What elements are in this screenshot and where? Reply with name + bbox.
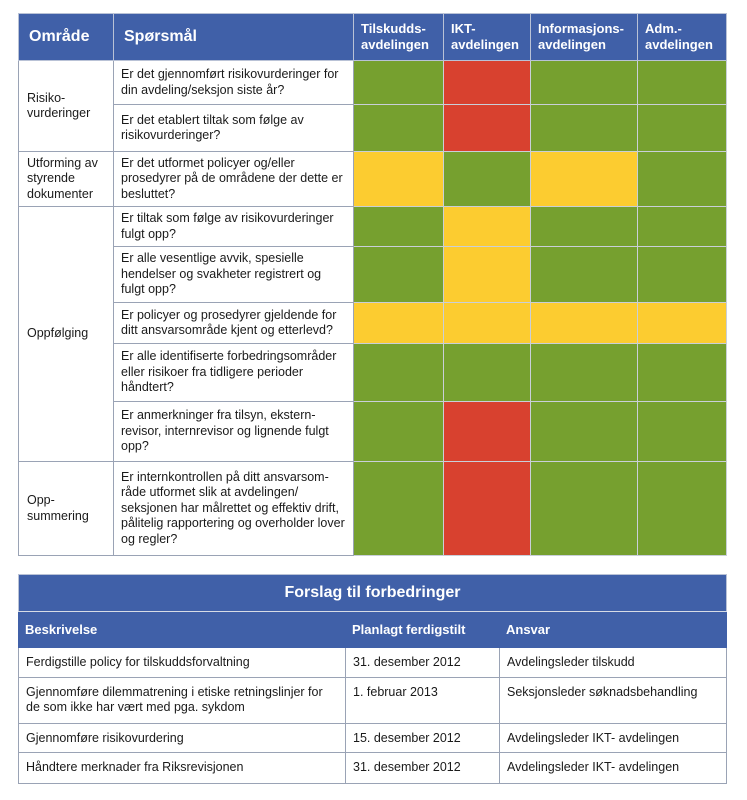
improvement-row — [19, 753, 727, 784]
status-cell-green — [531, 207, 638, 247]
status-cell-yellow — [444, 247, 531, 303]
status-cell-green — [638, 207, 727, 247]
improvement-planned-cell: 31. desember 2012 — [346, 753, 500, 784]
matrix-row — [19, 462, 727, 556]
header-dept-line: avdelingen — [451, 37, 519, 52]
matrix-row — [19, 247, 727, 303]
improvement-planned-cell: 31. desember 2012 — [346, 648, 500, 678]
status-cell-green — [531, 462, 638, 556]
status-cell-yellow — [444, 207, 531, 247]
status-cell-yellow — [444, 303, 531, 344]
area-cell: Utforming av styrende dokumenter — [19, 152, 114, 207]
improvements-header-row — [19, 612, 727, 648]
improvement-row — [19, 677, 727, 723]
question-cell: Er alle identifiserte forbedringsområder eller risikoer fra tidligere perioder håndtert? — [114, 344, 354, 402]
status-cell-green — [444, 344, 531, 402]
matrix-row — [19, 105, 727, 152]
status-cell-yellow — [531, 303, 638, 344]
status-cell-green — [638, 344, 727, 402]
improvement-description-cell: Gjennomføre risikovurdering — [19, 723, 346, 753]
header-dept-line: Adm.- — [645, 21, 682, 36]
improvement-responsible-cell: Avdelingsleder tilskudd — [500, 648, 727, 678]
question-cell: Er det etablert tiltak som følge av risikovurderinger? — [114, 105, 354, 152]
improvement-description-cell: Ferdigstille policy for tilskuddsforvaltning — [19, 648, 346, 678]
header-dept-line: Tilskudds- — [361, 21, 426, 36]
improvement-responsible-cell: Seksjonsleder søknadsbehandling — [500, 677, 727, 723]
status-cell-red — [444, 402, 531, 462]
header-dept-line: avdelingen — [645, 37, 713, 52]
header-question: Spørsmål — [114, 14, 354, 61]
question-cell: Er policyer og prosedyrer gjeldende for ditt ansvarsområde kjent og etterlevd? — [114, 303, 354, 344]
improvement-planned-cell: 15. desember 2012 — [346, 723, 500, 753]
question-cell: Er tiltak som følge av risikovurderinger fulgt opp? — [114, 207, 354, 247]
question-cell: Er det gjennomført risikovurderinger for din avdeling/seksjon siste år? — [114, 61, 354, 105]
header-dept-line: avdelingen — [361, 37, 429, 52]
question-cell: Er det utformet policyer og/eller prosedyrer på de områdene der dette er besluttet? — [114, 152, 354, 207]
area-cell: Risiko-vurderinger — [19, 61, 114, 152]
improvements-table — [18, 574, 727, 784]
header-dept-line: IKT- — [451, 21, 476, 36]
status-cell-green — [531, 61, 638, 105]
risk-matrix-table — [18, 13, 727, 556]
area-cell: Opp-summering — [19, 462, 114, 556]
improvement-responsible-cell: Avdelingsleder IKT- avdelingen — [500, 723, 727, 753]
header-dept-informasjon — [531, 14, 638, 61]
status-cell-green — [638, 105, 727, 152]
question-cell: Er internkontrollen på ditt ansvarsom-råde utformet slik at avdelingen/ seksjonen har målrettet og effektiv drift, pålitelig rapportering og overholder lover og regler? — [114, 462, 354, 556]
status-cell-green — [531, 344, 638, 402]
status-cell-red — [444, 462, 531, 556]
status-cell-green — [531, 105, 638, 152]
status-cell-yellow — [531, 152, 638, 207]
status-cell-green — [638, 402, 727, 462]
status-cell-green — [354, 402, 444, 462]
matrix-row — [19, 207, 727, 247]
header-responsible: Ansvar — [500, 612, 727, 648]
question-cell: Er anmerkninger fra tilsyn, ekstern-revisor, internrevisor og lignende fulgt opp? — [114, 402, 354, 462]
status-cell-green — [638, 61, 727, 105]
status-cell-green — [638, 152, 727, 207]
status-cell-green — [354, 105, 444, 152]
header-dept-tilskudd — [354, 14, 444, 61]
matrix-row — [19, 344, 727, 402]
status-cell-red — [444, 61, 531, 105]
matrix-row — [19, 152, 727, 207]
status-cell-green — [354, 207, 444, 247]
status-cell-green — [354, 61, 444, 105]
improvement-row — [19, 723, 727, 753]
status-cell-green — [354, 247, 444, 303]
matrix-row — [19, 303, 727, 344]
matrix-row — [19, 402, 727, 462]
improvement-responsible-cell: Avdelingsleder IKT- avdelingen — [500, 753, 727, 784]
status-cell-green — [531, 247, 638, 303]
header-dept-ikt — [444, 14, 531, 61]
improvement-description-cell: Håndtere merknader fra Riksrevisjonen — [19, 753, 346, 784]
improvement-row — [19, 648, 727, 678]
status-cell-yellow — [354, 303, 444, 344]
header-description: Beskrivelse — [19, 612, 346, 648]
improvements-title: Forslag til forbedringer — [19, 575, 727, 612]
status-cell-green — [354, 344, 444, 402]
improvement-planned-cell: 1. februar 2013 — [346, 677, 500, 723]
status-cell-green — [444, 152, 531, 207]
header-planned: Planlagt ferdigstilt — [346, 612, 500, 648]
header-dept-line: avdelingen — [538, 37, 606, 52]
area-cell: Oppfølging — [19, 207, 114, 462]
header-dept-adm — [638, 14, 727, 61]
header-area: Område — [19, 14, 114, 61]
header-dept-line: Informasjons- — [538, 21, 624, 36]
matrix-header-row — [19, 14, 727, 61]
status-cell-green — [531, 402, 638, 462]
improvement-description-cell: Gjennomføre dilemmatrening i etiske retningslinjer for de som ikke har vært med pga. sykdom — [19, 677, 346, 723]
status-cell-yellow — [638, 303, 727, 344]
status-cell-red — [444, 105, 531, 152]
status-cell-green — [638, 462, 727, 556]
question-cell: Er alle vesentlige avvik, spesielle hendelser og svakheter registrert og fulgt opp? — [114, 247, 354, 303]
status-cell-green — [354, 462, 444, 556]
status-cell-green — [638, 247, 727, 303]
matrix-row — [19, 61, 727, 105]
status-cell-yellow — [354, 152, 444, 207]
